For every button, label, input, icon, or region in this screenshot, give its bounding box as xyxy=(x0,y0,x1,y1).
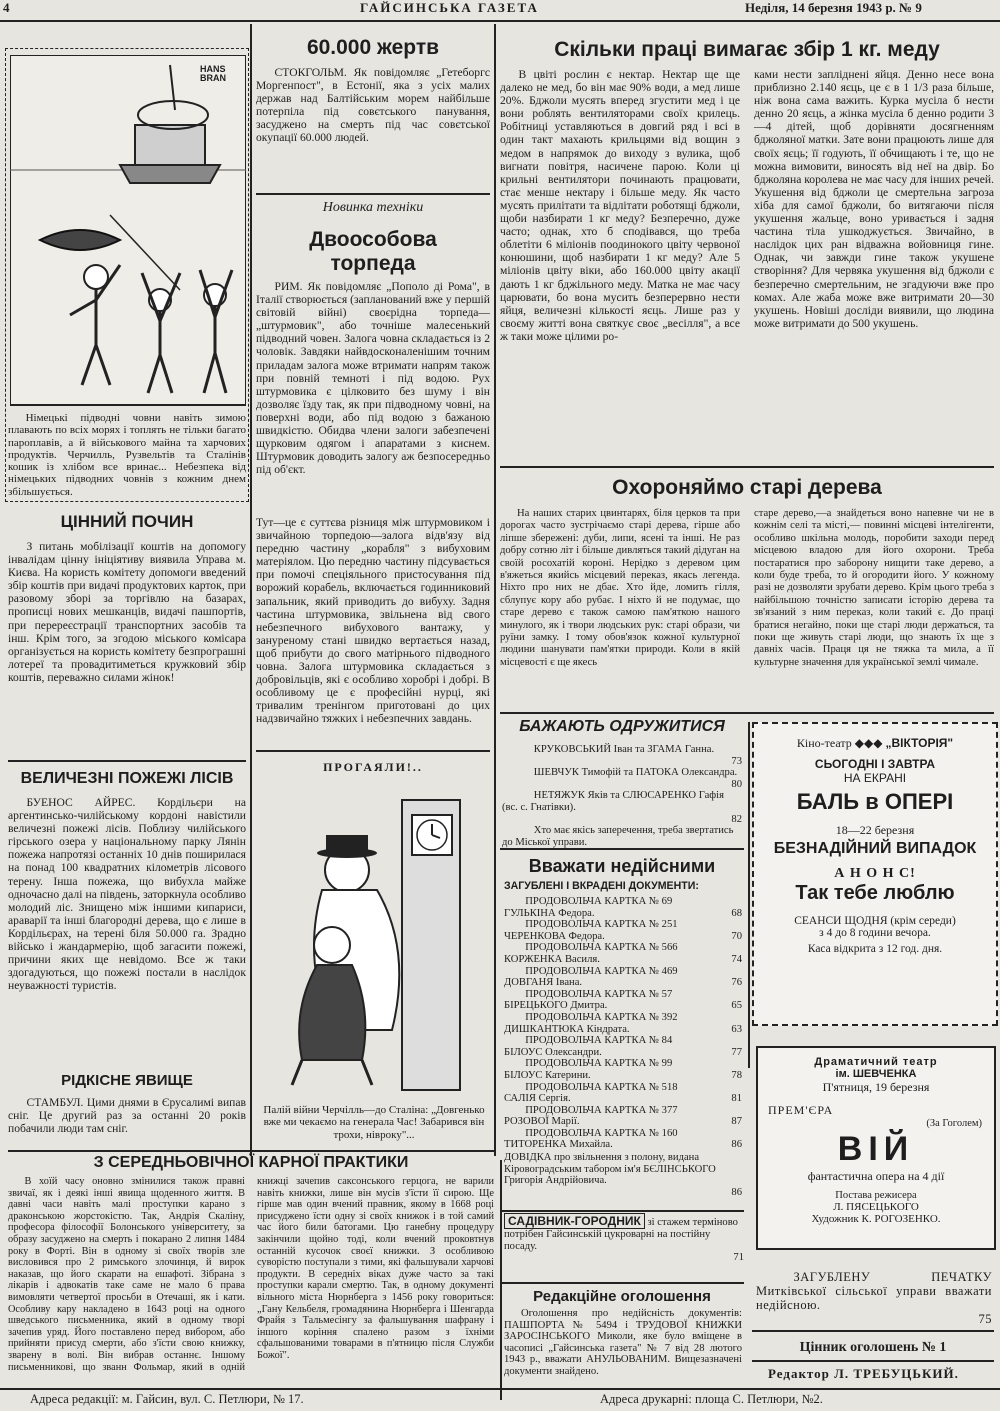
page-number: 4 xyxy=(3,0,10,15)
director-name: Л. ПЯСЕЦЬКОГО xyxy=(833,1201,919,1213)
void-document-type: ПРОДОВОЛЬЧА КАРТКА № 566 xyxy=(525,942,678,954)
cartoon-clock-illustration xyxy=(262,780,484,1100)
section-rule xyxy=(8,1150,494,1152)
void-subtitle: ЗАГУБЛЕНІ І ВКРАДЕНІ ДОКУМЕНТИ: xyxy=(504,880,699,892)
marry-title: БАЖАЮТЬ ОДРУЖИТИСЯ xyxy=(519,718,725,735)
void-document-number: 74 xyxy=(731,953,742,965)
trees-title: Охороняймо старі дерева xyxy=(612,476,882,499)
void-document-owner-row xyxy=(504,977,742,989)
void-document-owner-row xyxy=(504,1093,742,1105)
cinema-cash: Каса відкрита з 12 год. дня. xyxy=(807,943,943,955)
section-rule xyxy=(500,466,994,468)
void-document-owner-row xyxy=(504,1000,742,1012)
void-document-number: 87 xyxy=(731,1116,742,1128)
masthead xyxy=(0,0,1000,22)
rare-title: РІДКІСНЕ ЯВИЩЕ xyxy=(61,1072,193,1089)
medieval-title: З СЕРЕДНЬОВІЧНОЇ КАРНОЇ ПРАКТИКИ xyxy=(93,1154,409,1171)
issue-date: Неділя, 14 березня 1943 р. № 9 xyxy=(745,0,922,15)
rare-text: СТАМБУЛ. Цими днями в Єрусалимі випав сніг. Це другий раз за останні 20 років побачили люди там сніг. xyxy=(8,1096,246,1136)
film2-title: БЕЗНАДІЙНИЙ ВИПАДОК xyxy=(773,840,977,857)
void-document-owner: БІРЕЦЬКОГО Дмитра. xyxy=(504,1000,608,1012)
void-document-number: 77 xyxy=(731,1046,742,1058)
honey-col1: В цвіті рослин є нектар. Нектар ще ще далеко не мед, бо він має 90% води, а мед лише 20%. Бджоли мусять вперед згустити мед і це вони роблять вентиляторами своїх крилець. Робітниці уставляються в довгий ряд і всі в один такт махають крильцями від вощин з медом в напрямок до виходу з вулика, щоб вигнати повітря, насичене парою. Коли ці крильні вентилятори починають працювати, стає менше нектару і більше меду. Як часто мусять прилітати та відлітати роботящі бджоли, щоби назбирати 1 кг меду? Безперечно, дуже часто; однак, хто б сподівався, що треба облетіти 6 міліонів поодинокого цвіту червоної конюшини, щоб назбирати 1 кг меду? Але 5 міліонів цвіту віки, або 160.000 цвіту акації дають 1 кг бджільного меду. Матка не має часу царювати, бо вона мусить безперервно нести яйця, величезні кількості яєць. Лише раз у своєму житті вона святкує своє „весілля", а все ж таки може цілими ро- xyxy=(500,68,740,343)
section-rule xyxy=(752,1330,994,1332)
void-document-owner: БІЛОУС Олександри. xyxy=(504,1046,602,1058)
void-document-type: ПРОДОВОЛЬЧА КАРТКА № 392 xyxy=(525,1011,678,1023)
void-document-type: ПРОДОВОЛЬЧА КАРТКА № 160 xyxy=(525,1127,678,1139)
section-rule xyxy=(500,1282,744,1284)
honey-title: Скільки праці вимагає збір 1 кг. меду xyxy=(554,38,940,61)
artist-signature: HANS BRAN xyxy=(200,64,226,83)
void-document-owner-row xyxy=(504,1047,742,1059)
void-document-owner: КОРЖЕНКА Василя. xyxy=(504,953,600,965)
void-document-type: ПРОДОВОЛЬЧА КАРТКА № 84 xyxy=(525,1035,673,1047)
cinema-announce: А Н О Н С! xyxy=(834,866,916,881)
section-rule xyxy=(256,193,490,195)
editorial-title: Редакційне оголошення xyxy=(533,1288,711,1305)
void-document-owner: ЧЕРЕНКОВА Федора. xyxy=(504,930,605,942)
void-title: Вважати недійсними xyxy=(528,856,716,876)
void-document-entry xyxy=(504,896,742,919)
marry-entry: НЕТЯЖУК Яків та СЛЮСАРЕНКО Гафія (вс. с. Гнатівки). 82 xyxy=(502,790,742,825)
void-document-owner: ТИТОРЕНКА Михайла. xyxy=(504,1139,613,1151)
fires-title: ВЕЛИЧЕЗНІ ПОЖЕЖІ ЛІСІВ xyxy=(20,770,234,787)
play-title: ВІЙ xyxy=(837,1130,915,1168)
column-rule xyxy=(494,24,496,1156)
trees-col2: старе дерево,—а знайдеться воно напевне чи не в кожнім селі та місті,— повинні місцеві інтелігенти, особливо шкільна молодь, поробити заходи перед місцевою владою для його охорони. Треба постаратися про заборону нищити таке дерево, а коли буде треба, то й огородити його. У кожному разі не дозволяти зрубати дерево. Крім цього треба з найбільшою точністю записати історію дерева та зв'язаний з ним переказ, коли такий є. До праці братися негайно, поки ще старі люди держаться, та поки ще живуть старі люди, що знають їх ще з давніх часів. Праця ця не тяжка та мила, а її культурне значення для української землі чимале. xyxy=(754,508,994,668)
cinema-header: Кіно-театр ◆◆◆ „ВІКТОРІЯ" xyxy=(796,736,954,750)
void-document-owner-row xyxy=(504,1116,742,1128)
void-list xyxy=(504,896,742,1151)
artist-name: Художник К. РОГОЗЕНКО. xyxy=(811,1213,941,1225)
cinema-line2: НА ЕКРАНІ xyxy=(843,771,907,785)
torpedo-title xyxy=(256,228,490,276)
void-document-type: ПРОДОВОЛЬЧА КАРТКА № 377 xyxy=(525,1104,678,1116)
void-document-number: 65 xyxy=(731,1000,742,1012)
void-document-owner-row xyxy=(504,1024,742,1036)
column-rule xyxy=(250,24,252,1156)
newspaper-title: ГАЙСИНСЬКА ГАЗЕТА xyxy=(360,0,539,15)
cinema-line1: СЬОГОДНІ І ЗАВТРА xyxy=(814,757,936,771)
torpedo-text-1: РИМ. Як повідомляє „Пополо ді Рома", в Італії створюється (запланований вже у першій світовій війні) своєрідна торпеда—„штурмовик", або точніше малесенький підводний човен. Залога човна складається із 2 чоловік. Завдяки найвдосконаленішим точним приладам залога може втримати напрям також при повній темноті і під водою. Рух штурмовика є цілковито без шуму і він дозволяє їзду так, як при підводному човні, на поверхні води, або під водою з бажаною швидкістю. Обидва члени залоги забезпечені щурковим одягом і апаратами з киснем. Штурмовик доводить залогу аж безпосередньо під об'єкт. xyxy=(256,280,490,477)
gardener-label: САДІВНИК-ГОРОДНИК xyxy=(504,1213,645,1229)
cinema-sessions: СЕАНСИ ЩОДНЯ (крім середи) xyxy=(794,915,956,927)
torpedo-title-line2: торпеда xyxy=(330,252,416,275)
void-document-entry xyxy=(504,1058,742,1081)
void-document-owner-row xyxy=(504,908,742,920)
column-rule xyxy=(500,1160,502,1400)
void-document-type: ПРОДОВОЛЬЧА КАРТКА № 518 xyxy=(525,1081,678,1093)
footer-rule xyxy=(0,1388,1000,1390)
void-document-entry xyxy=(504,1128,742,1151)
torpedo-text-2: Тут—це є суттєва різниця між штурмовиком і звичайною торпедою—залога відв'язу від передню частину „корабля" з вибуховим матеріялом. Цю передню частину підсувається при помочі спеціяльного пристосування під ворожий корабель, включається годинниковий запальник, який приводить до вибуху. Задня частина штурмовика, звільнена від свого небезпечного вибухового вантажу, у зануреному стані швидко вертається назад, щоб прибути до свого матірнього підводного човна. Залога штурмовика складається з добровільців, які є особливо хоробрі і добрі. В особливому це є професійні нурці, які тривалим тренінгом приготовані до цих надзвичайно тяжких і небезпечних завдань. xyxy=(256,516,490,726)
void-extra: ДОВІДКА про звільнення з полону, видана Кіровоградським табором ім'я БЄЛІНСЬКОГО Григорія Андрійовича. 86 xyxy=(504,1152,742,1198)
play-genre: фантастична опера на 4 дії xyxy=(807,1169,945,1183)
theatre-date: П'ятниця, 19 березня xyxy=(822,1080,930,1094)
void-document-entry xyxy=(504,966,742,989)
void-document-number: 78 xyxy=(731,1069,742,1081)
void-document-type: ПРОДОВОЛЬЧА КАРТКА № 251 xyxy=(525,919,678,931)
gardener-ad: САДІВНИК-ГОРОДНИК зі стажем терміново потрібен Гайсинській цукроварні на постійну посаду. 71 xyxy=(504,1214,744,1264)
stamp-notice: ЗАГУБЛЕНУ ПЕЧАТКУ Митківської сільської управи вважати недійсною. 75 xyxy=(756,1270,992,1326)
cartoon2-caption: Палій війни Черчілль—до Сталіна: „Довгенько вже ми чекаємо на генерала Час! Забарився він трохи, нівроку"... xyxy=(263,1104,485,1141)
void-document-number: 81 xyxy=(731,1093,742,1105)
void-document-number: 63 xyxy=(731,1023,742,1035)
cartoon1-frame xyxy=(5,48,249,502)
void-document-entry xyxy=(504,1105,742,1128)
void-document-type: ПРОДОВОЛЬЧА КАРТКА № 57 xyxy=(525,988,673,1000)
void-document-number: 86 xyxy=(731,1139,742,1151)
cartoon1-caption: Німецькі підводні човни навіть зимою плавають по всіх морях і топлять не тільки багато пароплавів, а й військового майна та харчових продуктів. Черчилль, Рузвельтів та Сталінів кошик із хлібом все вринає... Небезпека від німецьких підводних човнів з кожним днем збільшується. xyxy=(8,412,246,498)
void-document-number: 68 xyxy=(731,907,742,919)
section-rule xyxy=(500,848,744,850)
cinema-ad xyxy=(752,722,998,1026)
void-document-type: ПРОДОВОЛЬЧА КАРТКА № 69 xyxy=(525,896,673,907)
void-document-entry xyxy=(504,1035,742,1058)
marry-entry: ШЕВЧУК Тимофій та ПАТОКА Олександра. 80 xyxy=(533,767,742,790)
medieval-text: В хоїй часу оновно змінилися також правні звичаї, як і деякі інші явища щоденного життя. В давні часи навіть малі проступки карано з драконською жорстокістю. Так, Андрія Скаліну, професора філософії Болонського університету, за образу засуджено на смерть і покарано 2 липня 1484 року в Форті. Він в одному зі своїх творів зле висловився про 2 римського злочинця, й вирок наказав, що його скарати на ешафоті. Зібрана з лікарів і адвокатів таке саме не мало 6 права вимовляти четвертої просьби в Отечаші, як і кати. Особливу кару накладено в 1643 році на одного шведського письменника, який в одному творі зачепив уряд. Його поставлено перед вибором, або прийняти присуд смерти, або з'їсти свою книжку, зварену в волі. Він вибрав останнє. Іншому письменникові, що званн Фольмар, який в одній книжці зачепив саксонського герцога, не варили навіть книжки, лише він мусів з'їсти її сирою. Ще гірше мав один вчений правник, якому в 1668 році присуджено їсти одну зі своїх книжок і в той самий час його били батогами. Цю ганебну процедуру закінчили щойно тоді, коли вчений проковтнув останній кусочок своєї книжки. З особливою суворістю поступали з тими, які фальшували харчові продукти. В середніх віках дуже часто за такі проступки карали смертю. Так, в одному документі вільного міста Нюрнберга з 1456 року говориться: „Гану Кельбеля, громадянина Нюрнберга і Шенгарда Фрайя з Тальмесінгу за фальшування шафрану і іншого коріння спалено разом з їхніми сфальшованими товарами в п'ятницю після Служби Божої". xyxy=(8,1176,494,1373)
footer-editorial-address: Адреса редакції: м. Гайсин, вул. С. Петлюри, № 17. xyxy=(30,1392,304,1406)
victims-title: 60.000 жертв xyxy=(306,36,440,59)
valuable-text: З питань мобілізації коштів на допомогу інвалідам цінну ініціятиву виявила Управа м. Києва. На користь комітету допомоги введений збір коштів при видачі продуктових карток, при разовому зборі за торгівлю на базарах, прописці нових мешканців, видачі пашпортів, при перереєстрації транспортних засобів та інш. Крім того, за згодою міського комісара організується на користь комітету безпрограшні лотереї та провадитиметься кружковий збір коштів, переважно силами жінок! xyxy=(8,540,246,684)
theatre-ad xyxy=(756,1046,996,1250)
void-document-entry xyxy=(504,1012,742,1035)
void-document-number: 76 xyxy=(731,977,742,989)
cinema-hours: з 4 до 8 години вечора. xyxy=(819,927,931,939)
void-document-owner-row xyxy=(504,954,742,966)
marry-entry: КРУКОВСЬКИЙ Іван та ЗГАМА Ганна. 73 xyxy=(533,744,742,767)
void-document-owner: БІЛОУС Катерини. xyxy=(504,1069,591,1081)
void-document-owner: ДИШКАНТЮКА Кіндрата. xyxy=(504,1023,630,1035)
trees-col1: На наших старих цвинтарях, біля церков та при дорогах часто зустрічаємо старі дерева, гірше або ліпше збережені: дуби, липи, ясені та інші. Не раз добру сотню літ і більше дивляться такий дідуган на своїй росохатій короні. Нерідко з деревом цим в'яжеться якийсь місцевий переказ, якась легенда. Ніхто про них не дбає. Хто йде, ломить гілля, сблупує кору або рубає. І ніхто й не подумає, що старе дерево є також самою пам'яткою нашого минулого, як і твори людських рук: старі образи, чи руїни замку. І тому обов'язок кожної культурної людини шанувати пам'ятки природи. Коли в якій місцевості є ще якесь xyxy=(500,508,740,668)
editorial-text: Оголошення про недійсність документів: ПАШПОРТА № 5494 і ТРУДОВОЇ КНИЖКИ ЗАРОСІНСЬКОГО Миколи, яке було вміщене в часописі „Гайсинська газета" № 7 від 28 лютого 1943 р., вважати АНУЛЬОВАНИМ. Вищезазначені документи знайдено. xyxy=(504,1308,742,1377)
void-document-entry xyxy=(504,989,742,1012)
section-rule xyxy=(752,1360,994,1362)
section-rule xyxy=(500,712,994,714)
section-rule xyxy=(256,750,490,752)
editor-line: Редактор Л. ТРЕБУЦЬКИЙ. xyxy=(768,1366,959,1381)
void-document-owner: РОЗОВОЇ Марії. xyxy=(504,1116,580,1128)
void-document-entry xyxy=(504,1082,742,1105)
section-rule xyxy=(500,1210,744,1212)
marry-footer: Хто має якісь заперечення, треба звертатись до Міської управи. xyxy=(502,825,734,848)
void-document-owner-row xyxy=(504,1070,742,1082)
director-label: Постава режисера xyxy=(835,1190,917,1201)
fires-text: БУЕНОС АЙРЕС. Кордільєри на аргентинсько-чилійському кордоні навістили величезні пожежі лісів. Поблизу чилійського гірського озера у національному парку Лянін пожежа напротязі останніх 10 днів поширилася на понад 100 квадратних кілометрів лісового терену. Інша пожежа, що вибухла майже одночасно далі на південь, заторкнула особливо молодий ліс. Знищено між іншими кипариси, араварії та інші благородні дерева, що є лише в Кордільєрах, на терені біля 50.000 га. Зрадно військо і жандармерію, щоб загасити пожежі, причини яких ще невідомо. Все ж таки здогадуються, що пожежі постали в наслідок неуважності туристів. xyxy=(8,796,246,993)
section-rule xyxy=(8,760,246,762)
void-document-owner-row xyxy=(504,1139,742,1151)
void-document-type: ПРОДОВОЛЬЧА КАРТКА № 99 xyxy=(525,1058,673,1070)
theatre-source: (За Гоголем) xyxy=(926,1118,982,1129)
void-document-owner: ДОВГАНЯ Івана. xyxy=(504,977,583,989)
price-list: Цінник оголошень № 1 xyxy=(799,1340,947,1355)
theatre-subtitle: ім. ШЕВЧЕНКА xyxy=(835,1068,917,1080)
void-document-entry xyxy=(504,919,742,942)
footer-printing-address: Адреса друкарні: площа С. Петлюри, №2. xyxy=(600,1392,823,1406)
void-document-owner: ГУЛЬКІНА Федора. xyxy=(504,907,595,919)
void-document-type: ПРОДОВОЛЬЧА КАРТКА № 469 xyxy=(525,965,678,977)
void-document-owner: САЛІЯ Сергія. xyxy=(504,1093,571,1105)
cinema-dates: 18—22 березня xyxy=(835,823,915,837)
marry-list xyxy=(502,744,742,848)
theatre-title: Драматичний театр xyxy=(814,1056,938,1068)
film1-title: БАЛЬ в ОПЕРІ xyxy=(796,789,954,814)
void-document-entry xyxy=(504,942,742,965)
torpedo-title-line1: Двоособова xyxy=(309,228,437,251)
torpedo-kicker: Новинка техніки xyxy=(322,200,424,215)
void-document-owner-row xyxy=(504,931,742,943)
void-document-number: 70 xyxy=(731,930,742,942)
column-rule xyxy=(748,722,750,1068)
cartoon2-title: ПРОГАЯЛИ!.. xyxy=(323,760,423,774)
victims-text: СТОКГОЛЬМ. Як повідомляє „Гетеборгс Моргенпост", в Естонії, яка з усіх малих держав над Балтійським морем найбільше потерпіла під совєтського панування, засуджено на смерть під час совєтської окупації 60.000 людей. xyxy=(256,66,490,145)
theatre-premiere: ПРЕМ'ЄРА xyxy=(768,1103,834,1117)
film3-title: Так тебе люблю xyxy=(795,882,955,904)
honey-col2: ками нести запліднені яйця. Денно несе вона приблизно 2.140 яєць, це є в 1 1/3 раза більше, ніж вона сама важить. Курка мусіла б нести денно 20 яєць, а жінка мусіла б денно родити 3—4 дітей, щоб дорівняти досягненням бджоляної матки. Зате вони працюють лише для своїх яєць; її годують, її обчищають і те, що не можна вимовити, виносять від неї на двір. Бо бджоляна королева не має часу для інших речей. Укушення від бджоли це смертельна загроза хіба для самої бджоли, бо витягаючи після укушення жальце, воно уривається і задня частина тіла ушкоджується. Звичайно, в наслідок цих ран відважна войовниця гине. Однак, чи завжди гине також укушене створіння? Для червяка укушення від бджоли є безперечно смертельним, не згадуючи вже про комах. Але жаба може вже витримати 20—30 укушень. Новіші досліди виявили, що людина може витримати до 500 укушень. xyxy=(754,68,994,330)
valuable-title: ЦІННИЙ ПОЧИН xyxy=(60,512,194,531)
